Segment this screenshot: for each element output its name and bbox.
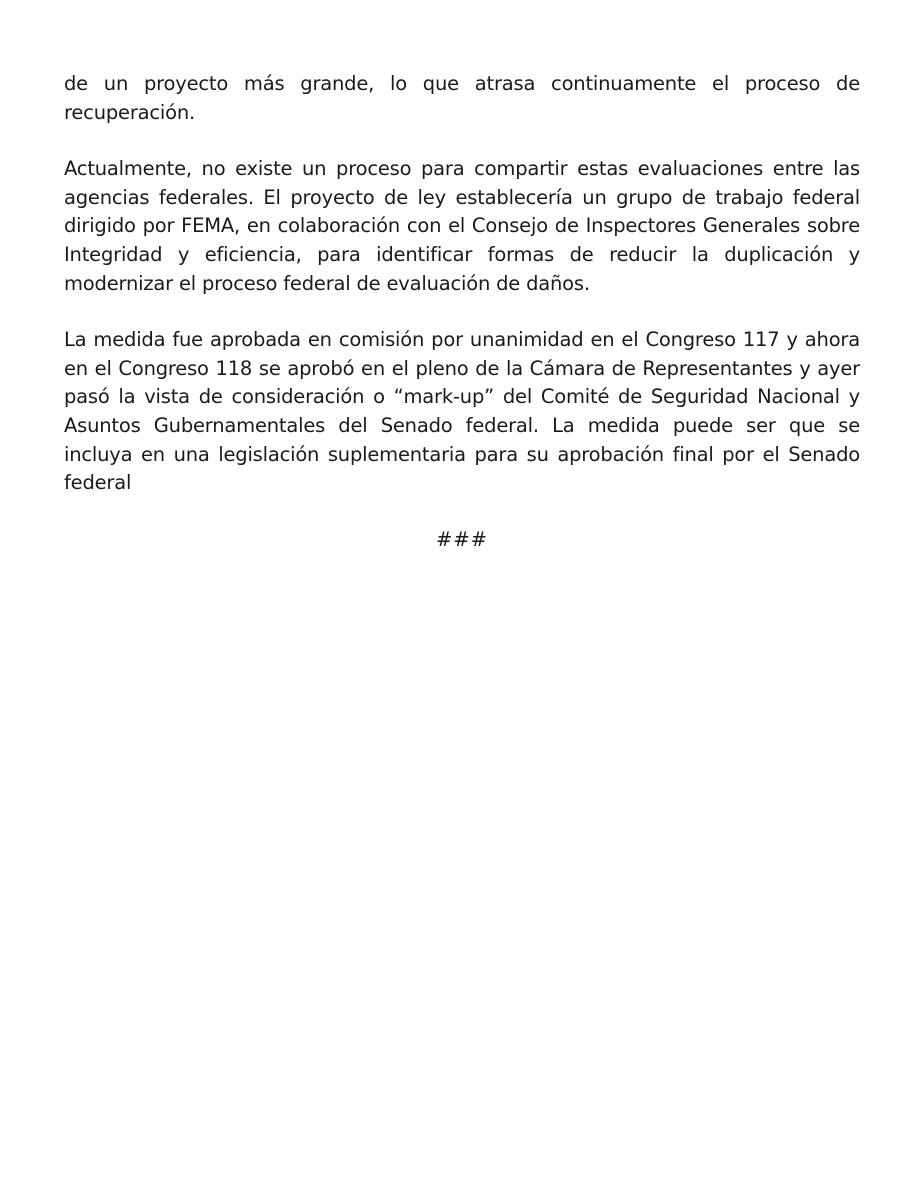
paragraph-legislative-status: La medida fue aprobada en comisión por unanimidad en el Congreso 117 y ahora en el Congreso 118 se aprobó en el pleno de la Cámara de Representantes y ayer pasó la vista de consideración o “mark-up” del Comité de Seguridad Nacional y Asuntos Gubernamentales del Senado federal. La medida puede ser que se incluya en una legislación suplementaria para su aprobación final por el Senado federal: [64, 328, 860, 495]
paragraph-recovery: de un proyecto más grande, lo que atrasa continuamente el proceso de recuperación.: [64, 72, 860, 124]
end-of-release-mark: ###: [435, 527, 489, 551]
document-body: [64, 70, 860, 554]
paragraph-task-force: Actualmente, no existe un proceso para compartir estas evaluaciones entre las agencias federales. El proyecto de ley establecería un grupo de trabajo federal dirigido por FEMA, en colaboración con el Consejo de Inspectores Generales sobre Integridad y eficiencia, para identificar formas de reducir la duplicación y modernizar el proceso federal de evaluación de daños.: [64, 157, 860, 295]
